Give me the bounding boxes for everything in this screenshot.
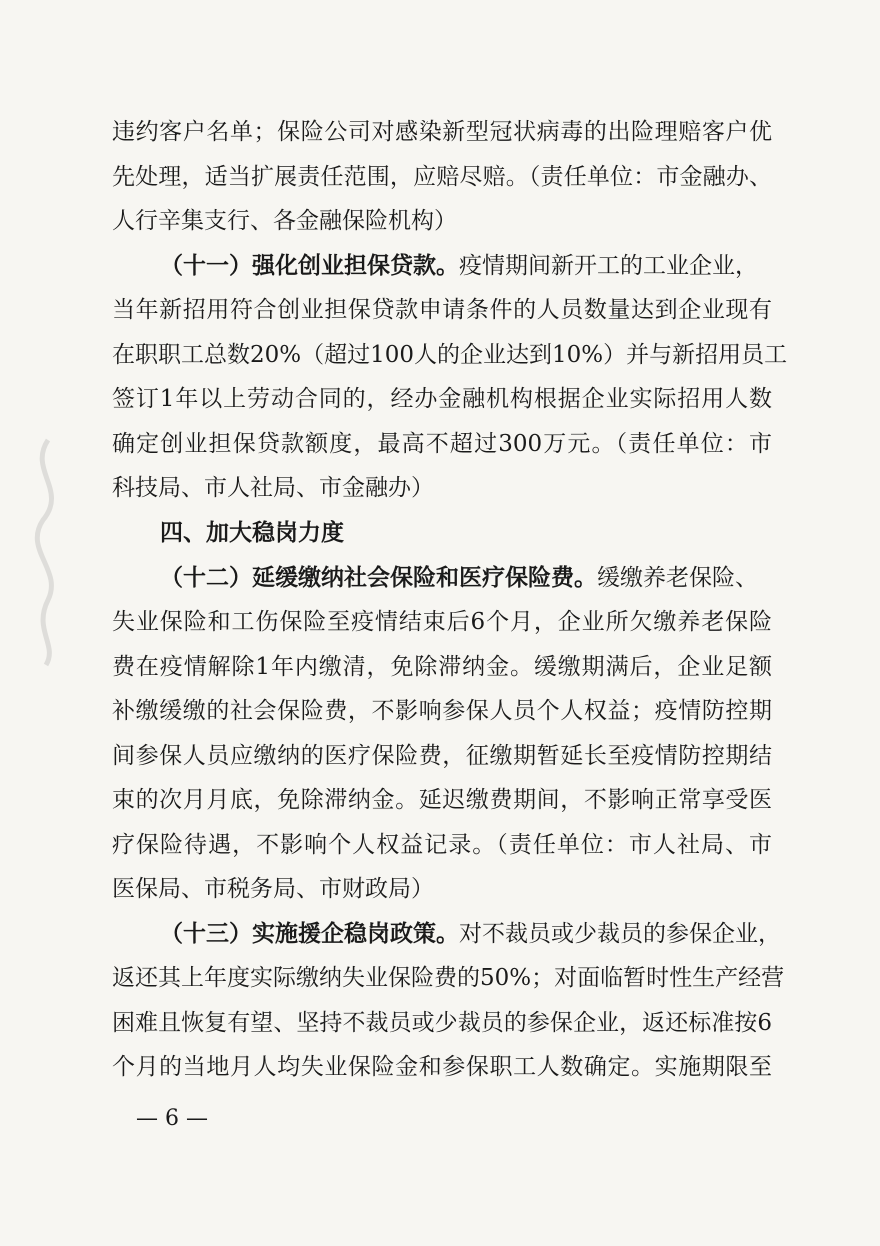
body-line-9: 失业保险和工伤保险至疫情结束后6个月，企业所欠缴养老保险 bbox=[112, 609, 772, 635]
page-number: — 6 — bbox=[136, 1106, 208, 1131]
body-line-1: 违约客户名单；保险公司对感染新型冠状病毒的出险理赔客户优 bbox=[112, 119, 772, 145]
item-11-title: （十一）强化创业担保贷款。 bbox=[160, 253, 459, 279]
body-line-18: 个月的当地月人均失业保险金和参保职工人数确定。实施期限至 bbox=[112, 1054, 772, 1080]
item-11-text: 疫情期间新开工的工业企业， bbox=[459, 253, 758, 279]
body-line-6: 签订1年以上劳动合同的，经办金融机构根据企业实际招用人数 bbox=[112, 386, 772, 412]
body-line-12: 间参保人员应缴纳的医疗保险费，征缴期暂延长至疫情防控期结 bbox=[112, 743, 772, 769]
item-12-paragraph-start bbox=[160, 563, 772, 593]
item-13-paragraph-start bbox=[160, 919, 781, 949]
body-line-14: 疗保险待遇，不影响个人权益记录。（责任单位：市人社局、市 bbox=[112, 832, 772, 858]
body-line-17: 困难且恢复有望、坚持不裁员或少裁员的参保企业，返还标准按6 bbox=[112, 1010, 772, 1036]
body-line-2: 先处理，适当扩展责任范围，应赔尽赔。（责任单位：市金融办、 bbox=[112, 164, 772, 190]
body-line-16: 返还其上年度实际缴纳失业保险费的50%；对面临暂时性生产经营 bbox=[112, 965, 785, 991]
item-12-title: （十二）延缓缴纳社会保险和医疗保险费。 bbox=[160, 565, 597, 591]
body-line-13: 束的次月月底，免除滞纳金。延迟缴费期间，不影响正常享受医 bbox=[112, 787, 772, 813]
body-line-4: 当年新招用符合创业担保贷款申请条件的人员数量达到企业现有 bbox=[112, 297, 772, 323]
item-13-title: （十三）实施援企稳岗政策。 bbox=[160, 921, 459, 947]
bleed-through-handwriting-mark bbox=[18, 430, 78, 670]
body-line-15: 医保局、市税务局、市财政局） bbox=[112, 876, 434, 902]
body-line-5: 在职职工总数20%（超过100人的企业达到10%）并与新招用员工 bbox=[112, 342, 788, 368]
body-line-10: 费在疫情解除1年内缴清，免除滞纳金。缓缴期满后，企业足额 bbox=[112, 654, 772, 680]
item-11-paragraph-start bbox=[160, 251, 772, 281]
body-line-3: 人行辛集支行、各金融保险机构） bbox=[112, 208, 457, 234]
body-line-8: 科技局、市人社局、市金融办） bbox=[112, 475, 434, 501]
item-13-text: 对不裁员或少裁员的参保企业， bbox=[459, 921, 781, 947]
item-12-text: 缓缴养老保险、 bbox=[597, 565, 758, 591]
body-line-7: 确定创业担保贷款额度，最高不超过300万元。（责任单位：市 bbox=[112, 431, 772, 457]
body-line-11: 补缴缓缴的社会保险费，不影响参保人员个人权益；疫情防控期 bbox=[112, 698, 772, 724]
section-heading: 四、加大稳岗力度 bbox=[160, 520, 344, 546]
